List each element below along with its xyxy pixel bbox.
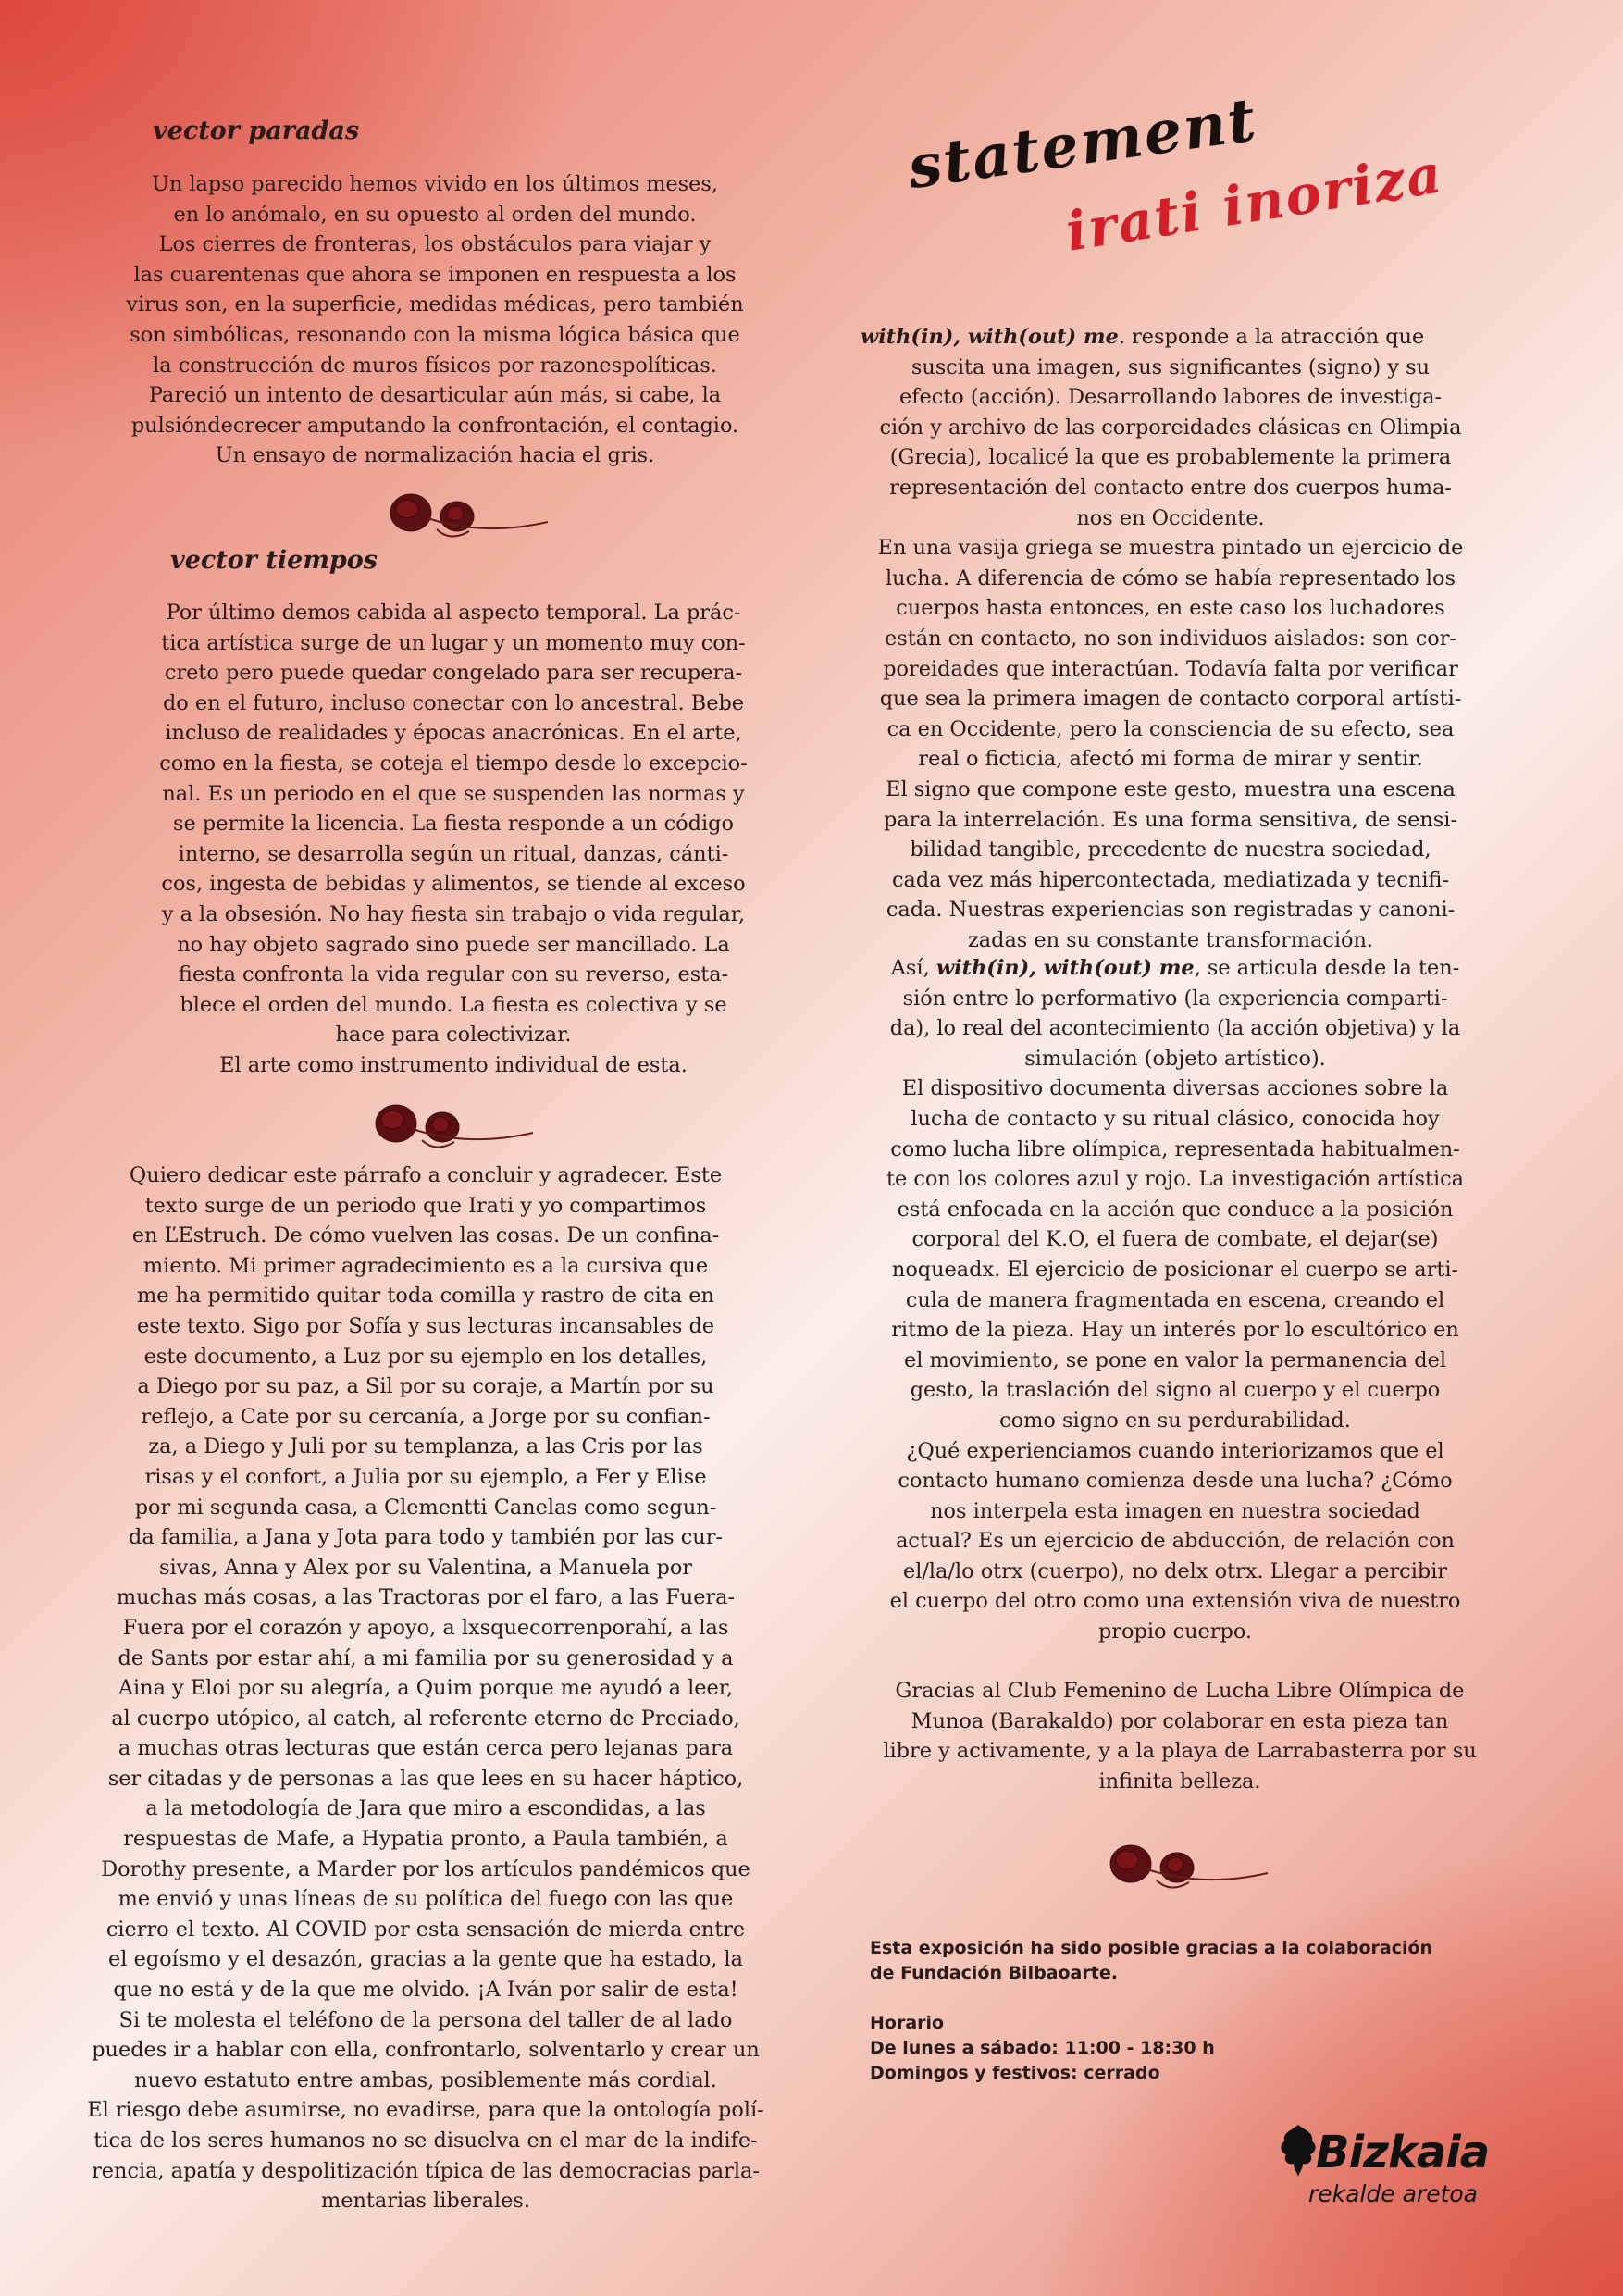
text-line: ción y archivo de las corporeidades clásicas en Olimpia (879, 415, 1462, 440)
paragraph-vector-paradas (111, 169, 759, 471)
text-line: En una vasija griega se muestra pintado un ejercicio de (877, 536, 1464, 561)
italic-title-inline: with(in), with(out) me (861, 325, 1119, 349)
text-line: real o ficticia, afectó mi forma de mirar y sentir. (918, 747, 1423, 772)
italic-title-inline: with(in), with(out) me (935, 956, 1195, 980)
text-line: za, a Diego y Juli por su templanza, a las Cris por las (148, 1434, 703, 1459)
text-line: muchas más cosas, a las Tractoras por el faro, a las Fuera- (116, 1585, 736, 1610)
asi-prefix: Así, (890, 956, 936, 980)
text-line: respuestas de Mafe, a Hypatia pronto, a Paula también, a (123, 1827, 728, 1852)
text-line: nuevo estatuto entre ambas, posiblemente más cordial. (134, 2067, 717, 2092)
text-line: como lucha libre olímpica, representada habitualmen- (890, 1136, 1460, 1161)
rose-ornament-icon (1101, 1832, 1277, 1897)
text-line: Munoa (Barakaldo) por colaborar en esta pieza tan (911, 1708, 1449, 1733)
statement-first-line: . responde a la atracción que (1118, 325, 1425, 349)
text-line: se permite la licencia. La fiesta responde a un código (173, 812, 734, 837)
text-line: zadas en su constante transformación. (967, 927, 1374, 952)
sponsor-line-2: de Fundación Bilbaoarte. (870, 1963, 1118, 1983)
text-line: Un ensayo de normalización hacia el gris. (215, 443, 655, 468)
text-line: este documento, a Luz por su ejemplo en los detalles, (143, 1344, 708, 1369)
text-line: Un lapso parecido hemos vivido en los últimos meses, (151, 172, 719, 196)
text-line: miento. Mi primer agradecimiento es a la cursiva que (142, 1253, 709, 1278)
text-line: virus son, en la superficie, medidas médicas, pero también (126, 292, 744, 317)
text-line: sión entre lo performativo (la experiencia comparti- (902, 986, 1448, 1011)
text-line: poreidades que interactúan. Todavía falta por verificar (883, 656, 1458, 681)
text-line: cierro el texto. Al COVID por esta sensación de mierda entre (105, 1917, 746, 1942)
text-line: El dispositivo documenta diversas acciones sobre la (901, 1076, 1449, 1101)
rose-ornament-icon (366, 1092, 542, 1157)
text-line: Fuera por el corazón y apoyo, a lxsquecorrenporahí, a las (122, 1615, 729, 1640)
text-line: representación del contacto entre dos cuerpos huma- (889, 475, 1452, 500)
text-line: no hay objeto sagrado sino puede ser mancillado. La (177, 932, 730, 957)
text-line: ¿Qué experienciamos cuando interiorizamos que el (906, 1438, 1444, 1463)
text-line: mentarias liberales. (320, 2189, 531, 2214)
text-line: infinita belleza. (1098, 1769, 1261, 1793)
text-line: a muchas otras lecturas que están cerca pero lejanas para (118, 1736, 734, 1761)
text-line: risas y el confort, a Julia por su ejemplo, a Fer y Elise (144, 1464, 707, 1489)
text-line: está enfocada en la acción que conduce a la posición (897, 1197, 1454, 1222)
text-line: Aina y Eloi por su alegría, a Quim porque me ayudó a leer, (118, 1676, 734, 1701)
text-line: la construcción de muros físicos por razonespolíticas. (153, 353, 717, 378)
bizkaia-logo (1277, 2121, 1490, 2214)
text-line: de Sants por estar ahí, a mi familia por su generosidad y a (118, 1645, 734, 1670)
text-line: por mi segunda casa, a Clementti Canelas como segun- (134, 1495, 717, 1520)
text-line: incluso de realidades y épocas anacrónicas. En el arte, (165, 721, 742, 746)
logo-subtitle: rekalde aretoa (1308, 2180, 1478, 2207)
paragraph-acknowledgements (56, 1160, 796, 2216)
title-artist-name: irati inoriza (1061, 142, 1447, 264)
text-line: Quiero dedicar este párrafo a concluir y agradecer. Este (129, 1163, 723, 1187)
text-line: da), lo real del acontecimiento (la acción objetiva) y la (889, 1016, 1461, 1041)
text-line: cuerpos hasta entonces, en este caso los luchadores (896, 596, 1445, 621)
horario-label: Horario (870, 2013, 945, 2033)
text-line: libre y activamente, y a la playa de Larrabasterra por su (883, 1739, 1477, 1764)
text-line: en ĽEstruch. De cómo vuelven las cosas. De un confina- (131, 1223, 720, 1248)
text-line: actual? Es un ejercicio de abducción, de relación con (896, 1529, 1455, 1554)
text-line: nos interpela esta imagen en nuestra sociedad (930, 1498, 1420, 1523)
text-line: El riesgo debe asumirse, no evadirse, para que la ontología polí- (87, 2098, 764, 2123)
text-line: lucha. A diferencia de cómo se había representado los (886, 565, 1456, 590)
text-line: creto pero puede quedar congelado para ser recupera- (164, 661, 743, 686)
paragraph-asi (856, 953, 1494, 1647)
text-line: gesto, la traslación del signo al cuerpo y el cuerpo (910, 1378, 1441, 1403)
text-line: cos, ingesta de bebidas y alimentos, se tiende al exceso (161, 872, 746, 897)
text-line: blece el orden del mundo. La fiesta es colectiva y se (180, 992, 727, 1017)
text-line: te con los colores azul y rojo. La investigación artística (886, 1167, 1465, 1192)
asi-rest: , se articula desde la ten- (1194, 956, 1460, 980)
text-line: ca en Occidente, pero la consciencia de su efecto, sea (886, 716, 1455, 741)
text-line: efecto (acción). Desarrollando labores de investiga- (898, 385, 1443, 410)
text-line: que no está y de la que me olvido. ¡A Iván por salir de esta! (113, 1978, 738, 2003)
text-line: ser citadas y de personas a las que lees en su hacer háptico, (107, 1766, 744, 1791)
text-line: tica de los seres humanos no se disuelva en el mar de la indife- (93, 2128, 758, 2153)
text-line: al cuerpo utópico, al catch, al referente eterno de Preciado, (111, 1706, 740, 1731)
text-line: y a la obsesión. No hay fiesta sin trabajo o vida regular, (161, 901, 746, 926)
text-line: sivas, Anna y Alex por su Valentina, a Manuela por (158, 1555, 693, 1580)
text-line: este texto. Sigo por Sofía y sus lecturas incansables de (136, 1313, 715, 1338)
text-line: las cuarentenas que ahora se imponen en respuesta a los (133, 262, 737, 287)
text-line: reflejo, a Cate por su cercanía, a Jorge por su confian- (141, 1404, 711, 1429)
text-line: cula de manera fragmentada en escena, creando el (905, 1287, 1445, 1312)
text-line: el egoísmo y el desazón, gracias a la gente que ha estado, la (108, 1947, 743, 1972)
heading-vector-tiempos: vector tiempos (170, 546, 378, 575)
rose-ornament-icon (381, 481, 557, 546)
text-line: ritmo de la pieza. Hay un interés por lo escultórico en (891, 1318, 1459, 1343)
text-line: contacto humano comienza desde una lucha? ¿Cómo (898, 1469, 1453, 1494)
text-line: para la interrelación. Es una forma sensitiva, de sensi- (883, 807, 1458, 832)
oak-leaf-icon (1277, 2123, 1319, 2178)
text-line: cada vez más hipercontectada, mediatizada y tecnifi- (891, 867, 1450, 892)
text-line: como en la fiesta, se coteja el tiempo desde lo excepcio- (159, 751, 748, 776)
text-line: El signo que compone este gesto, muestra una escena (886, 776, 1456, 801)
text-line: simulación (objeto artístico). (1024, 1046, 1326, 1071)
text-line: texto surge de un periodo que Irati y yo compartimos (144, 1193, 707, 1218)
horario-holidays: Domingos y festivos: cerrado (870, 2063, 1160, 2083)
text-line: están en contacto, no son individuos aislados: son cor- (885, 626, 1456, 651)
exhibition-info (870, 1936, 1462, 2086)
text-line: el/la/lo otrx (cuerpo), no delx otrx. Llegar a percibir (902, 1558, 1448, 1583)
text-line: a la metodología de Jara que miro a escondidas, a las (145, 1796, 706, 1821)
text-line: que sea la primera imagen de contacto corporal artísti- (879, 687, 1462, 712)
text-line: tica artística surge de un lugar y un momento muy con- (161, 630, 746, 655)
text-line: pulsióndecrecer amputando la confrontación, el contagio. (130, 413, 739, 438)
text-line: propio cuerpo. (1097, 1620, 1253, 1644)
text-line: suscita una imagen, sus significantes (signo) y su (911, 354, 1431, 379)
text-line: me ha permitido quitar toda comilla y rastro de cita en (137, 1284, 714, 1309)
text-line: lucha de contacto y su ritual clásico, conocida hoy (911, 1106, 1440, 1131)
paragraph-gracias (865, 1676, 1494, 1796)
text-line: puedes ir a hablar con ella, confrontarlo, solventarlo y crear un (92, 2038, 760, 2063)
text-line: el movimiento, se pone en valor la permanencia del (903, 1347, 1447, 1372)
logo-wordmark: Bizkaia (1316, 2127, 1490, 2178)
text-line: Dorothy presente, a Marder por los artículos pandémicos que (101, 1856, 750, 1881)
text-line: son simbólicas, resonando con la misma lógica básica que (130, 322, 740, 347)
text-line: como signo en su perdurabilidad. (999, 1408, 1351, 1433)
text-line: rencia, apatía y despolitización típica de las democracias parla- (92, 2158, 760, 2183)
sponsor-line-1: Esta exposición ha sido posible gracias a la colaboración (870, 1938, 1433, 1958)
text-line: nos en Occidente. (1076, 505, 1265, 530)
text-line: (Grecia), localicé la que es probablemente la primera (889, 445, 1452, 470)
text-line: corporal del K.O, el fuera de combate, el dejar(se) (911, 1227, 1439, 1252)
text-line: bilidad tangible, precedente de nuestra sociedad, (910, 838, 1431, 863)
text-line: nal. Es un periodo en el que se suspenden las normas y (162, 781, 745, 806)
paragraph-statement (847, 322, 1494, 955)
title-statement: statement (903, 84, 1262, 204)
text-line: Gracias al Club Femenino de Lucha Libre Olímpica de (895, 1679, 1465, 1703)
text-line: da familia, a Jana y Jota para todo y también por las cur- (129, 1525, 723, 1550)
text-line: do en el futuro, incluso conectar con lo ancestral. Bebe (162, 690, 745, 715)
text-line: hace para colectivizar. (335, 1023, 572, 1048)
text-line: me envió y unas líneas de su política del fuego con las que (118, 1887, 734, 1912)
text-line: El arte como instrumento individual de esta. (219, 1052, 688, 1077)
paragraph-vector-tiempos (139, 598, 768, 1081)
text-line: interno, se desarrolla según un ritual, danzas, cánti- (178, 841, 729, 866)
text-line: fiesta confronta la vida regular con su reverso, esta- (178, 962, 729, 987)
horario-weekdays: De lunes a sábado: 11:00 - 18:30 h (870, 2038, 1215, 2058)
text-line: Los cierres de fronteras, los obstáculos para viajar y (158, 232, 712, 257)
text-line: noqueadx. El ejercicio de posicionar el cuerpo se arti- (891, 1257, 1459, 1282)
text-line: Pareció un intento de desarticular aún más, si cabe, la (148, 383, 722, 408)
text-line: Si te molesta el teléfono de la persona del taller de al lado (118, 2007, 733, 2032)
text-line: el cuerpo del otro como una extensión viva de nuestro (889, 1589, 1461, 1614)
text-line: a Diego por su paz, a Sil por su coraje, a Martín por su (137, 1374, 714, 1399)
heading-vector-paradas: vector paradas (153, 117, 360, 145)
text-line: Por último demos cabida al aspecto temporal. La prác- (166, 601, 741, 625)
text-line: en lo anómalo, en su opuesto al orden del mundo. (173, 202, 697, 227)
text-line: cada. Nuestras experiencias son registradas y canoni- (886, 898, 1456, 923)
